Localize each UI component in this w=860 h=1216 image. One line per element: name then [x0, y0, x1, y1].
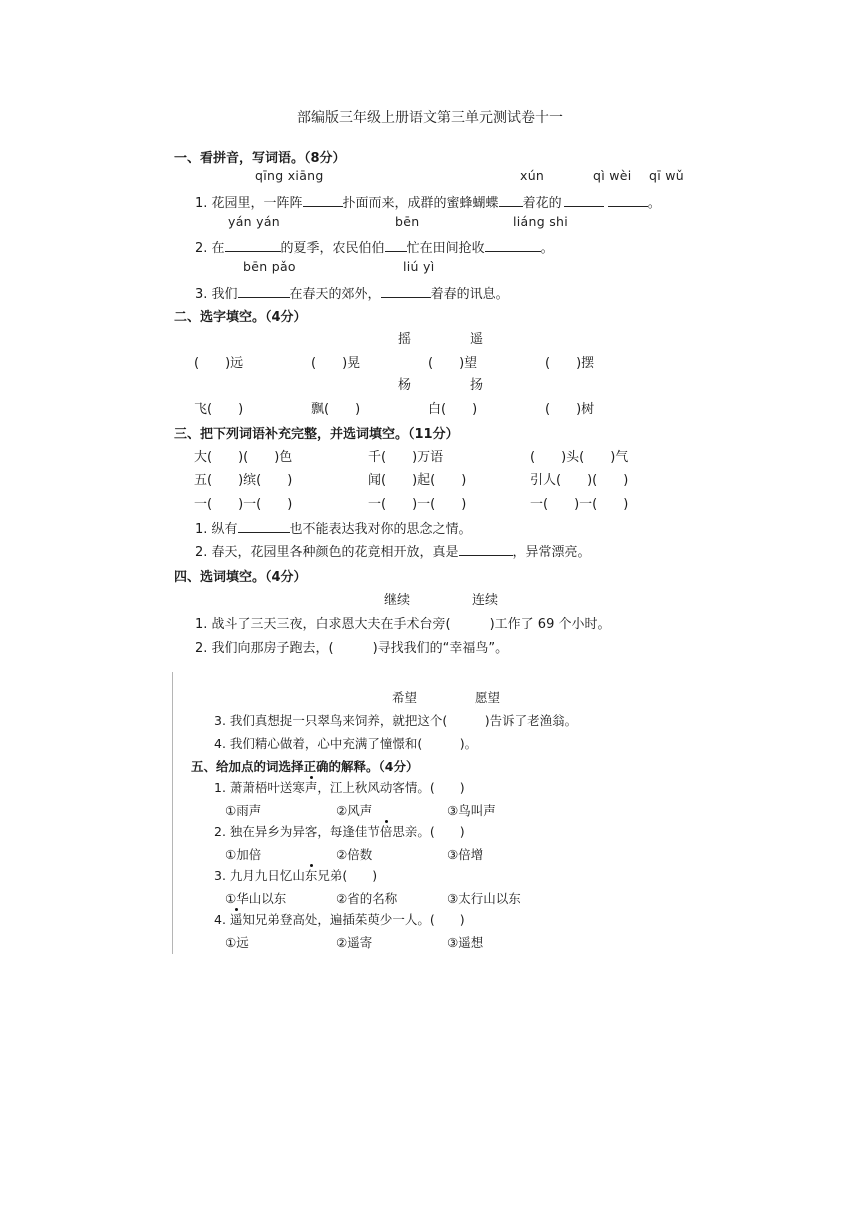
idiom-fill[interactable]: 闻( )起( ) — [368, 473, 467, 488]
s5-q2-text-a: 2. 独在异乡为异客，每逢佳节 — [214, 824, 380, 839]
answer-blank[interactable] — [499, 194, 523, 207]
answer-blank[interactable] — [459, 543, 513, 556]
s1-q2-text-d: 。 — [540, 241, 554, 256]
pinyin-qingxiang: qīng xiāng — [255, 168, 324, 183]
s3-question-1 — [195, 518, 472, 537]
idiom-fill[interactable]: 一( )一( ) — [368, 497, 467, 512]
scan-edge-line — [172, 672, 173, 954]
dotted-char: 倍 — [379, 824, 393, 839]
choice-word-yuanwang: 愿望 — [475, 690, 501, 705]
pinyin-qiwei: qì wèi — [593, 168, 632, 183]
s4-question-1: 1. 战斗了三天三夜，白求恩大夫在手术台旁( )工作了 69 个小时。 — [195, 617, 611, 632]
answer-blank[interactable] — [225, 239, 281, 252]
answer-blank[interactable] — [385, 239, 407, 252]
section4-heading: 四、选词填空。（4分） — [174, 570, 307, 585]
s5-q4-text-b: 知兄弟登高处，遍插茱萸少一人。( ) — [242, 912, 465, 927]
fill-item[interactable]: 飞( ) — [194, 402, 244, 417]
section3-heading: 三、把下列词语补充完整，并选词填空。（11分） — [174, 427, 459, 442]
s4-question-4: 4. 我们精心做着，心中充满了憧憬和( )。 — [214, 736, 478, 751]
answer-blank[interactable] — [564, 194, 604, 207]
s5-question-2 — [214, 822, 465, 840]
s5-q2-text-b: 思亲。( ) — [392, 824, 465, 839]
s1-q1-text-a: 1. 花园里，一阵阵 — [195, 196, 303, 211]
s5-q4-text-a: 4. — [214, 912, 230, 927]
idiom-fill[interactable]: 大( )( )色 — [194, 450, 293, 465]
s1-q3-text-a: 3. 我们 — [195, 287, 238, 302]
s1-q2-text-c: 忙在田间抢收 — [406, 241, 485, 256]
s3-q2-text-a: 2. 春天，花园里各种颜色的花竟相开放，真是 — [195, 545, 459, 560]
option-2[interactable]: ②遥寄 — [336, 935, 373, 950]
pinyin-xun: xún — [520, 168, 545, 183]
s5-question-3 — [214, 866, 377, 884]
fill-item[interactable]: 飘( ) — [311, 402, 361, 417]
answer-blank[interactable] — [608, 194, 648, 207]
s1-question-1 — [195, 192, 661, 211]
answer-blank[interactable] — [238, 285, 290, 298]
s5-q1-text-b: ，江上秋风动客情。( ) — [317, 780, 465, 795]
s4-question-3: 3. 我们真想捉一只翠鸟来饲养，就把这个( )告诉了老渔翁。 — [214, 713, 578, 728]
s1-q3-text-b: 在春天的郊外， — [289, 287, 381, 302]
s3-q1-text-b: 也不能表达我对你的思念之情。 — [289, 522, 472, 537]
s1-q1-text-c: 着花的 — [522, 196, 562, 211]
option-3[interactable]: ③太行山以东 — [447, 891, 521, 906]
option-1[interactable]: ①雨声 — [225, 803, 262, 818]
s1-q3-text-c: 着春的讯息。 — [430, 287, 509, 302]
s1-q1-text-b: 扑面而来，成群的蜜蜂蝴蝶 — [342, 196, 499, 211]
dotted-char: 东 — [304, 868, 318, 883]
pinyin-liuyi: liú yì — [403, 259, 435, 274]
s5-question-4 — [214, 910, 465, 928]
s1-q2-text-b: 的夏季，农民伯伯 — [280, 241, 385, 256]
option-2[interactable]: ②倍数 — [336, 847, 373, 862]
section5-heading: 五、给加点的词选择正确的解释。（4分） — [191, 759, 419, 774]
choice-word-jixu: 继续 — [384, 593, 411, 608]
idiom-fill[interactable]: 一( )一( ) — [194, 497, 293, 512]
idiom-fill[interactable]: ( )头( )气 — [530, 450, 629, 465]
option-1[interactable]: ①华山以东 — [225, 891, 287, 906]
fill-item[interactable]: ( )树 — [545, 402, 595, 417]
option-3[interactable]: ③遥想 — [447, 935, 484, 950]
answer-blank[interactable] — [303, 194, 343, 207]
option-2[interactable]: ②省的名称 — [336, 891, 398, 906]
s3-question-2 — [195, 541, 591, 560]
s1-q1-text-d: 。 — [647, 196, 661, 211]
answer-blank[interactable] — [485, 239, 541, 252]
pinyin-qiwu: qī wǔ — [649, 168, 685, 183]
idiom-fill[interactable]: 一( )一( ) — [530, 497, 629, 512]
s5-question-1 — [214, 778, 465, 796]
option-1[interactable]: ①加倍 — [225, 847, 262, 862]
fill-item[interactable]: ( )望 — [428, 356, 478, 371]
page-title: 部编版三年级上册语文第三单元测试卷十一 — [297, 110, 563, 126]
s5-q3-text-b: 兄弟( ) — [317, 868, 378, 883]
choice-word-xiwang: 希望 — [392, 690, 418, 705]
choice-word-lianxu: 连续 — [472, 593, 499, 608]
choice-char-yao2: 遥 — [470, 332, 484, 347]
s1-question-3 — [195, 283, 509, 302]
s3-q2-text-b: ，异常漂亮。 — [512, 545, 591, 560]
dotted-char: 声 — [304, 780, 318, 795]
pinyin-yanyan: yán yán — [228, 214, 281, 229]
s5-q1-text-a: 1. 萧萧梧叶送寒 — [214, 780, 305, 795]
fill-item[interactable]: ( )远 — [194, 356, 244, 371]
answer-blank[interactable] — [381, 285, 431, 298]
option-1[interactable]: ①远 — [225, 935, 249, 950]
pinyin-benpao: bēn pǎo — [243, 259, 296, 274]
dotted-char: 遥 — [229, 912, 243, 927]
fill-item[interactable]: ( )晃 — [311, 356, 361, 371]
section2-heading: 二、选字填空。（4分） — [174, 310, 307, 325]
s1-q2-text-a: 2. 在 — [195, 241, 225, 256]
option-3[interactable]: ③鸟叫声 — [447, 803, 496, 818]
idiom-fill[interactable]: 五( )缤( ) — [194, 473, 293, 488]
pinyin-liangshi: liáng shi — [513, 214, 569, 229]
option-2[interactable]: ②风声 — [336, 803, 373, 818]
s5-q3-text-a: 3. 九月九日忆山 — [214, 868, 305, 883]
choice-char-yao1: 摇 — [398, 332, 412, 347]
answer-blank[interactable] — [238, 520, 290, 533]
fill-item[interactable]: 白( ) — [428, 402, 478, 417]
fill-item[interactable]: ( )摆 — [545, 356, 595, 371]
choice-char-yang2: 扬 — [470, 378, 484, 393]
idiom-fill[interactable]: 千( )万语 — [368, 450, 444, 465]
option-3[interactable]: ③倍增 — [447, 847, 484, 862]
section1-heading: 一、看拼音，写词语。（8分） — [174, 151, 346, 166]
idiom-fill[interactable]: 引人( )( ) — [530, 473, 629, 488]
pinyin-ben: bēn — [395, 214, 420, 229]
s1-question-2 — [195, 237, 554, 256]
s3-q1-text-a: 1. 纵有 — [195, 522, 238, 537]
choice-char-yang1: 杨 — [398, 378, 412, 393]
s4-question-2: 2. 我们向那房子跑去，( )寻找我们的“幸福鸟”。 — [195, 641, 509, 656]
